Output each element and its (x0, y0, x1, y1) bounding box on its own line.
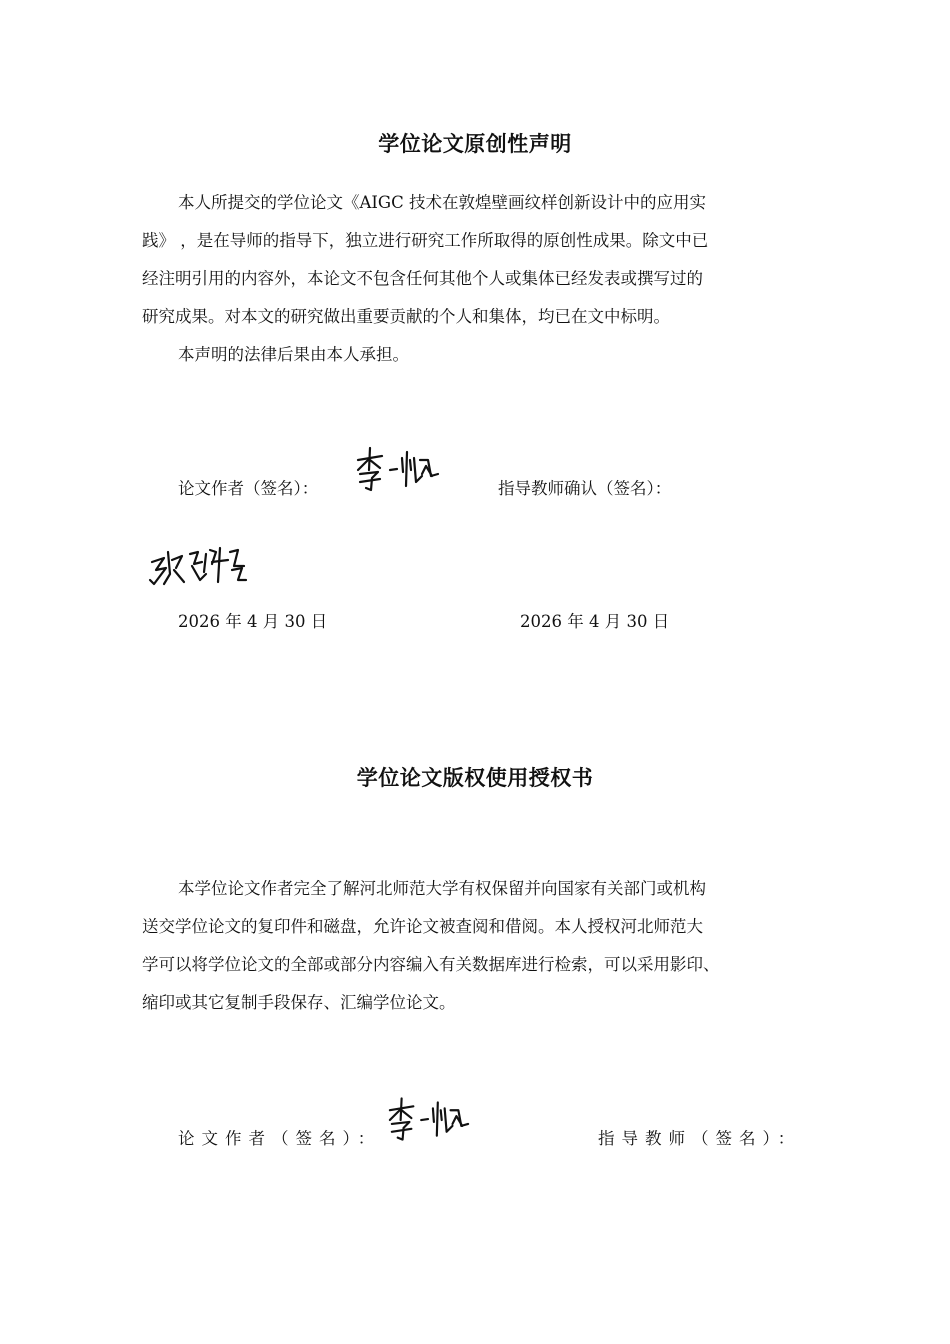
paragraph-line: 送交学位论文的复印件和磁盘，允许论文被查阅和借阅。本人授权河北师范大 (142, 917, 703, 936)
paragraph-line: 本学位论文作者完全了解河北师范大学有权保留并向国家有关部门或机构 (178, 879, 706, 898)
paragraph-line: 缩印或其它复制手段保存、汇编学位论文。 (142, 993, 456, 1012)
paragraph-line: 经注明引用的内容外，本论文不包含任何其他个人或集体已经发表或撰写过的 (142, 269, 703, 288)
authorization-author-signature-mark (384, 1096, 474, 1146)
advisor-signature-date: 2026 年 4 月 30 日 (520, 612, 670, 631)
authorization-title: 学位论文版权使用授权书 (356, 766, 594, 790)
paragraph-line: 本人所提交的学位论文《AIGC 技术在敦煌壁画纹样创新设计中的应用实 (178, 193, 706, 212)
author-signature-label: 论文作者（签名）： (178, 479, 319, 498)
authorization-author-label: 论文作者（签名）： (178, 1129, 382, 1148)
authorization-advisor-label: 指导教师（签名）： (598, 1129, 802, 1148)
advisor-signature-mark (146, 540, 252, 592)
authorization-paragraph (142, 870, 822, 1022)
paragraph-line: 研究成果。对本文的研究做出重要贡献的个人和集体，均已在文中标明。 (142, 307, 670, 326)
paragraph-line: 践》 ，是在导师的指导下，独立进行研究工作所取得的原创性成果。除文中已 (142, 231, 709, 250)
declaration-paragraph (142, 184, 822, 374)
author-signature-mark (352, 446, 444, 496)
advisor-signature-label: 指导教师确认（签名）： (498, 479, 672, 498)
paragraph-line: 学可以将学位论文的全部或部分内容编入有关数据库进行检索，可以采用影印、 (142, 955, 720, 974)
declaration-title: 学位论文原创性声明 (378, 132, 572, 156)
liability-statement: 本声明的法律后果由本人承担。 (178, 345, 409, 364)
author-signature-date: 2026 年 4 月 30 日 (178, 612, 328, 631)
